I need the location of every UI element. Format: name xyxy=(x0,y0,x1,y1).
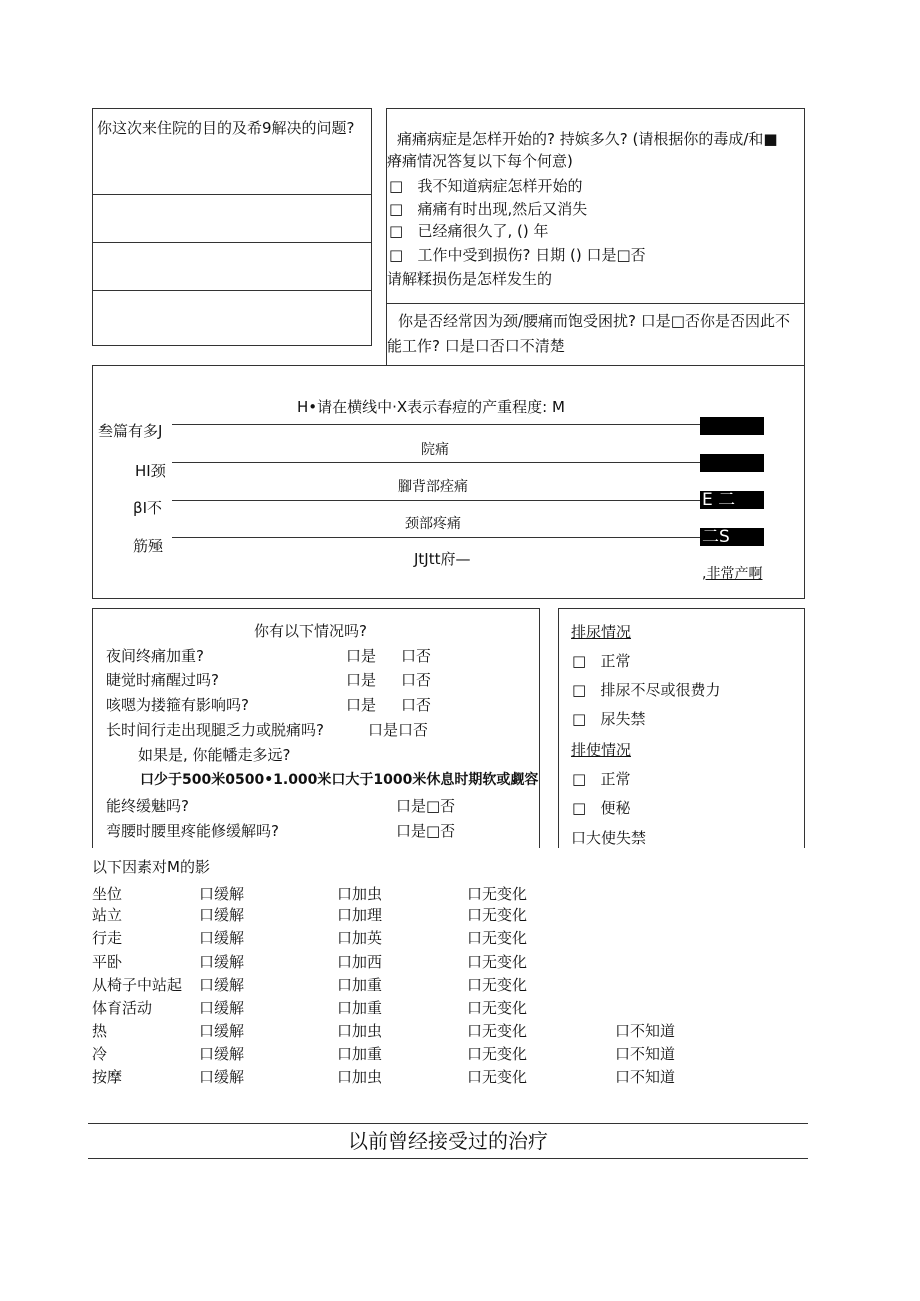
factor-relieve[interactable]: 口缓解 xyxy=(199,929,245,947)
onset-option-3[interactable] xyxy=(389,222,549,240)
severity-line[interactable] xyxy=(172,537,700,538)
severity-row-label: 筋殛 xyxy=(133,537,164,555)
factor-nochange[interactable]: 口无变化 xyxy=(467,906,528,924)
factor-name: 冷 xyxy=(92,1045,108,1063)
urination-title: 排尿情况 xyxy=(571,623,632,641)
yes-option[interactable]: 口是 xyxy=(346,671,377,689)
severity-row-label: HI颈 xyxy=(135,462,166,480)
factor-relieve[interactable]: 口缓解 xyxy=(199,976,245,994)
onset-option-1[interactable] xyxy=(389,177,583,195)
factor-unknown[interactable]: 口不知道 xyxy=(615,1068,676,1086)
factor-nochange[interactable]: 口无变化 xyxy=(467,1045,528,1063)
answer-line-1[interactable] xyxy=(92,194,372,195)
checkbox[interactable]: □ xyxy=(572,799,587,817)
conditions-title: 你有以下情况吗? xyxy=(254,622,367,640)
treatment-top-rule xyxy=(88,1123,808,1124)
defecation-incontinence-option[interactable]: 口大使失禁 xyxy=(571,829,647,847)
urination-option[interactable] xyxy=(572,652,631,670)
defecation-title: 排使情况 xyxy=(571,741,632,759)
walk-question: 长时间行走出现腿乏力或脱痛吗? xyxy=(106,721,324,739)
answer-line-2[interactable] xyxy=(92,242,372,243)
yes-option[interactable]: 口是 xyxy=(346,647,377,665)
factor-relieve[interactable]: 口缓解 xyxy=(199,1022,245,1040)
option-text: 便秘 xyxy=(600,799,631,817)
severity-row-label: βI不 xyxy=(133,499,162,517)
option-text: 工作中受到损伤? 日期 () 口是□否 xyxy=(417,246,646,264)
severity-marker-1 xyxy=(700,417,764,435)
severity-row-label: 叁篇有多J xyxy=(98,422,163,440)
factor-nochange[interactable]: 口无变化 xyxy=(467,999,528,1017)
factor-relieve[interactable]: 口缓解 xyxy=(199,1068,245,1086)
no-option[interactable]: 口否 xyxy=(401,647,432,665)
factor-nochange[interactable]: 口无变化 xyxy=(467,976,528,994)
factor-relieve[interactable]: 口缓解 xyxy=(199,1045,245,1063)
option-text: 尿失禁 xyxy=(600,710,646,728)
onset-option-2[interactable] xyxy=(389,200,587,218)
option-text: 正常 xyxy=(600,770,631,788)
treatment-bottom-rule xyxy=(88,1158,808,1159)
checkbox[interactable]: □ xyxy=(389,246,404,264)
factor-worsen[interactable]: 口加重 xyxy=(337,1045,383,1063)
urination-option[interactable] xyxy=(572,710,646,728)
factor-nochange[interactable]: 口无变化 xyxy=(467,885,528,903)
option-text: 排尿不尽或很费力 xyxy=(600,681,721,699)
onset-question: 痛痛病症是怎样开始的? 持嫔多久? (请根据你的毒成/和■ xyxy=(397,130,778,148)
trouble-question: 你是否经常因为颈/腰痛而饱受困扰? 口是□否你是否因此不 xyxy=(398,312,790,330)
defecation-option[interactable] xyxy=(572,770,631,788)
trouble-question-cont: 能工作? 口是口否口不清楚 xyxy=(387,337,565,355)
relief-question: 能终缓魅吗? xyxy=(106,797,189,815)
defecation-option[interactable] xyxy=(572,799,631,817)
severity-marker-2 xyxy=(700,454,764,472)
condition-question: 睫觉时痛醒过吗? xyxy=(106,671,219,689)
factor-name: 从椅子中站起 xyxy=(92,976,183,994)
checkbox[interactable]: □ xyxy=(389,200,404,218)
factor-name: 平卧 xyxy=(92,953,123,971)
visit-purpose-box xyxy=(92,108,372,346)
bend-question: 弯腰时腰里疼能修缓解吗? xyxy=(106,822,279,840)
factor-name: 行走 xyxy=(92,929,123,947)
option-text: 我不知道病症怎样开始的 xyxy=(417,177,583,195)
injury-explain-label: 请解糅损伤是怎样发生的 xyxy=(387,270,553,288)
severity-line[interactable] xyxy=(172,424,700,425)
factor-worsen[interactable]: 口加重 xyxy=(337,976,383,994)
severity-end-label: ,非常产啊 xyxy=(702,566,763,582)
factor-name: 坐位 xyxy=(92,885,123,903)
factor-name: 按摩 xyxy=(92,1068,123,1086)
no-option[interactable]: 口否 xyxy=(401,696,432,714)
factor-nochange[interactable]: 口无变化 xyxy=(467,1068,528,1086)
option-text: 已经痛很久了, () 年 xyxy=(417,222,549,240)
factor-relieve[interactable]: 口缓解 xyxy=(199,953,245,971)
severity-instruction: H•请在横线中·X表示春痘的产重程度: M xyxy=(297,398,565,416)
factors-title: 以下因素对M的影 xyxy=(92,858,210,876)
factor-nochange[interactable]: 口无变化 xyxy=(467,1022,528,1040)
checkbox[interactable]: □ xyxy=(572,681,587,699)
severity-marker-4: 二S xyxy=(700,528,764,546)
factor-relieve[interactable]: 口缓解 xyxy=(199,999,245,1017)
factor-worsen[interactable]: 口加虫 xyxy=(337,1068,383,1086)
factor-relieve[interactable]: 口缓解 xyxy=(199,885,245,903)
visit-purpose-label: 你这次来住院的目的及希9解决的问题? xyxy=(97,119,355,137)
factor-name: 热 xyxy=(92,1022,108,1040)
severity-caption: JtJtt府— xyxy=(414,550,471,568)
no-option[interactable]: 口否 xyxy=(401,671,432,689)
factor-nochange[interactable]: 口无变化 xyxy=(467,953,528,971)
walk-options[interactable]: 口是口否 xyxy=(368,721,429,739)
factor-worsen[interactable]: 口加虫 xyxy=(337,1022,383,1040)
relief-options[interactable]: 口是□否 xyxy=(396,797,456,815)
checkbox[interactable]: □ xyxy=(572,652,587,670)
bend-options[interactable]: 口是□否 xyxy=(396,822,456,840)
checkbox[interactable]: □ xyxy=(389,222,404,240)
checkbox[interactable]: □ xyxy=(572,770,587,788)
factor-worsen[interactable]: 口加虫 xyxy=(337,885,383,903)
factor-relieve[interactable]: 口缓解 xyxy=(199,906,245,924)
factor-worsen[interactable]: 口加西 xyxy=(337,953,383,971)
checkbox[interactable]: □ xyxy=(572,710,587,728)
onset-option-4[interactable] xyxy=(389,246,646,264)
condition-question: 夜间终痛加重? xyxy=(106,647,204,665)
how-far-question: 如果是, 你能幡走多远? xyxy=(138,746,291,764)
option-text: 痛痛有时出现,然后又消失 xyxy=(417,200,588,218)
factor-nochange[interactable]: 口无变化 xyxy=(467,929,528,947)
condition-question: 咳嗯为搂箍有影响吗? xyxy=(106,696,249,714)
severity-line[interactable] xyxy=(172,500,700,501)
urination-option[interactable] xyxy=(572,681,721,699)
onset-divider xyxy=(386,303,805,304)
factor-unknown[interactable]: 口不知道 xyxy=(615,1045,676,1063)
factor-unknown[interactable]: 口不知道 xyxy=(615,1022,676,1040)
treatment-title: 以前曾经接受过的治疗 xyxy=(348,1129,548,1153)
factor-worsen[interactable]: 口加重 xyxy=(337,999,383,1017)
answer-line-3[interactable] xyxy=(92,290,372,291)
yes-option[interactable]: 口是 xyxy=(346,696,377,714)
severity-caption: 颈部疼痛 xyxy=(405,516,461,532)
factor-worsen[interactable]: 口加理 xyxy=(337,906,383,924)
onset-question-cont: 瘠痛情况答复以下每个何意) xyxy=(387,152,573,170)
severity-line[interactable] xyxy=(172,462,700,463)
severity-caption: 腳背部痊痛 xyxy=(398,479,468,495)
option-text: 正常 xyxy=(600,652,631,670)
severity-caption: 院痛 xyxy=(421,442,449,458)
severity-marker-3: E 二 xyxy=(700,491,764,509)
distance-options[interactable]: 口少于500米0500•1.000米口大于1000米休息时期软或觑容 xyxy=(140,772,539,788)
factor-name: 站立 xyxy=(92,906,123,924)
factor-name: 体育活动 xyxy=(92,999,153,1017)
factor-worsen[interactable]: 口加英 xyxy=(337,929,383,947)
checkbox[interactable]: □ xyxy=(389,177,404,195)
